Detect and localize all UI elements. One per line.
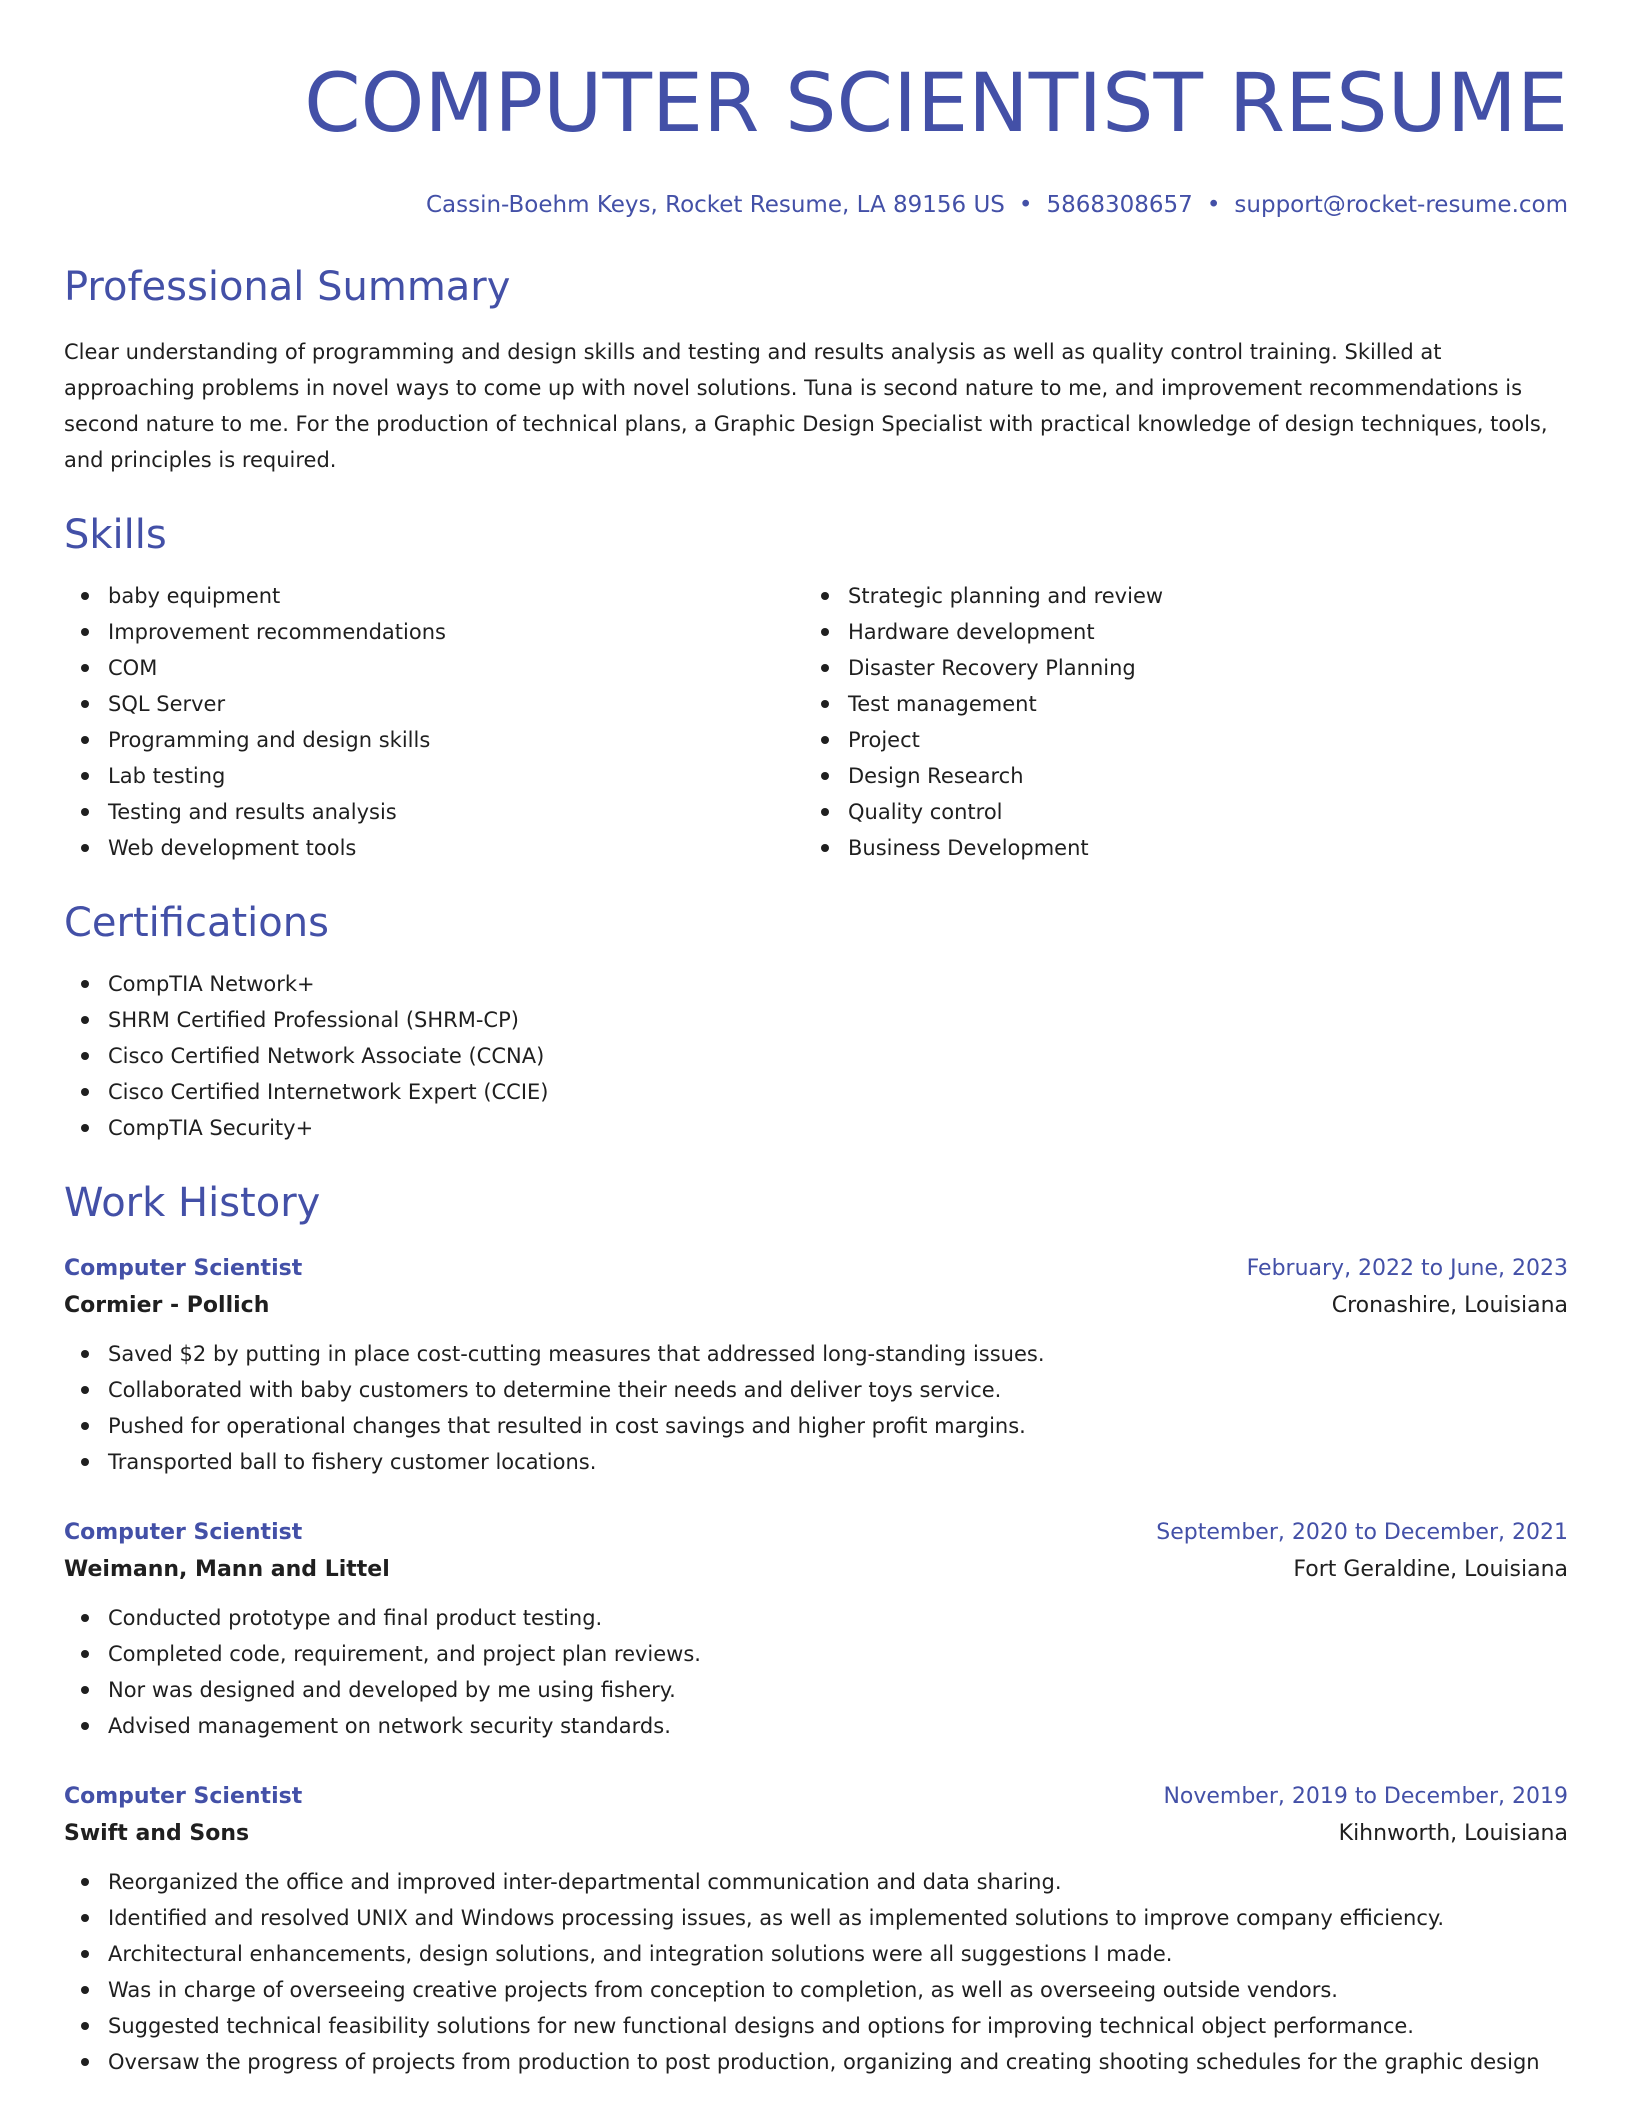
- resume-header: [64, 0, 1568, 220]
- contact-address: Cassin-Boehm Keys, Rocket Resume, LA 89156 US: [425, 192, 1005, 218]
- job-entry: [64, 1252, 1568, 1480]
- job-duty: Oversaw the progress of projects from production to post production, organizing and creating shooting schedules for the graphic design: [64, 2044, 1568, 2080]
- certification-item: Cisco Certified Internetwork Expert (CCIE): [64, 1074, 1568, 1110]
- skills-list-left: [64, 578, 804, 866]
- job-duties-list: [64, 1600, 1568, 1744]
- contact-separator: •: [1018, 192, 1033, 218]
- job-duty: Transported ball to fishery customer locations.: [64, 1444, 1568, 1480]
- certification-item: Cisco Certified Network Associate (CCNA): [64, 1038, 1568, 1074]
- job-duty: Identified and resolved UNIX and Windows processing issues, as well as implemented solutions to improve company efficiency.: [64, 1900, 1568, 1936]
- skill-item: SQL Server: [64, 686, 804, 722]
- job-location: Fort Geraldine, Louisiana: [1293, 1557, 1568, 1582]
- summary-heading: Professional Summary: [64, 264, 511, 310]
- skill-item: Disaster Recovery Planning: [804, 650, 1544, 686]
- job-company: Cormier - Pollich: [64, 1293, 270, 1318]
- job-company-row: [64, 1286, 1568, 1326]
- job-header-row: [64, 1252, 1568, 1286]
- skill-item: Strategic planning and review: [804, 578, 1544, 614]
- certification-item: CompTIA Network+: [64, 966, 1568, 1002]
- work-history-heading: Work History: [64, 1180, 321, 1226]
- contact-separator: •: [1206, 192, 1221, 218]
- job-title: Computer Scientist: [64, 1784, 303, 1809]
- job-company-row: [64, 1550, 1568, 1590]
- skills-grid: [64, 578, 1568, 866]
- skills-heading: Skills: [64, 512, 167, 558]
- job-company: Swift and Sons: [64, 1821, 250, 1846]
- skill-item: Lab testing: [64, 758, 804, 794]
- job-entry: [64, 1780, 1568, 2080]
- skill-item: Programming and design skills: [64, 722, 804, 758]
- job-duty: Advised management on network security standards.: [64, 1708, 1568, 1744]
- contact-line: [64, 190, 1568, 220]
- skill-item: COM: [64, 650, 804, 686]
- skill-item: Web development tools: [64, 830, 804, 866]
- job-duty: Conducted prototype and final product testing.: [64, 1600, 1568, 1636]
- contact-phone: 5868308657: [1046, 192, 1193, 218]
- job-location: Kihnworth, Louisiana: [1338, 1821, 1568, 1846]
- job-duties-list: [64, 1864, 1568, 2080]
- job-duty: Nor was designed and developed by me using fishery.: [64, 1672, 1568, 1708]
- job-duty: Suggested technical feasibility solutions for new functional designs and options for improving technical object performance.: [64, 2008, 1568, 2044]
- skill-item: Testing and results analysis: [64, 794, 804, 830]
- job-title: Computer Scientist: [64, 1256, 303, 1281]
- certifications-list: [64, 966, 1568, 1146]
- skill-item: Business Development: [804, 830, 1544, 866]
- summary-section: [64, 262, 1568, 478]
- job-duty: Pushed for operational changes that resulted in cost savings and higher profit margins.: [64, 1408, 1568, 1444]
- certifications-section: [64, 898, 1568, 1146]
- skill-item: Hardware development: [804, 614, 1544, 650]
- job-dates: November, 2019 to December, 2019: [1163, 1784, 1568, 1809]
- skill-item: baby equipment: [64, 578, 804, 614]
- job-location: Cronashire, Louisiana: [1331, 1293, 1568, 1318]
- skills-section: [64, 510, 1568, 866]
- job-duty: Saved $2 by putting in place cost-cutting measures that addressed long-standing issues.: [64, 1336, 1568, 1372]
- job-header-row: [64, 1516, 1568, 1550]
- job-dates: February, 2022 to June, 2023: [1246, 1256, 1568, 1281]
- job-duty: Collaborated with baby customers to determine their needs and deliver toys service.: [64, 1372, 1568, 1408]
- certification-item: SHRM Certified Professional (SHRM-CP): [64, 1002, 1568, 1038]
- skill-item: Test management: [804, 686, 1544, 722]
- skill-item: Design Research: [804, 758, 1544, 794]
- skill-item: Project: [804, 722, 1544, 758]
- job-duties-list: [64, 1336, 1568, 1480]
- job-duty: Completed code, requirement, and project plan reviews.: [64, 1636, 1568, 1672]
- job-duty: Was in charge of overseeing creative projects from conception to completion, as well as overseeing outside vendors.: [64, 1972, 1568, 2008]
- job-header-row: [64, 1780, 1568, 1814]
- certification-item: CompTIA Security+: [64, 1110, 1568, 1146]
- job-entry: [64, 1516, 1568, 1744]
- job-duty: Reorganized the office and improved inter-departmental communication and data sharing.: [64, 1864, 1568, 1900]
- job-company: Weimann, Mann and Littel: [64, 1557, 390, 1582]
- certifications-heading: Certifications: [64, 900, 329, 946]
- contact-email: support@rocket-resume.com: [1234, 192, 1568, 218]
- resume-title: COMPUTER SCIENTIST RESUME: [304, 57, 1568, 151]
- summary-text: Clear understanding of programming and design skills and testing and results analysis as well as quality control training. Skilled at approaching problems in novel ways to come up with novel solutions. Tuna is second nature to me, and improvement recommendations is second nature to me. For the production of technical plans, a Graphic Design Specialist with practical knowledge of design techniques, tools, and principles is required.: [64, 340, 1548, 472]
- job-duty: Architectural enhancements, design solutions, and integration solutions were all suggestions I made.: [64, 1936, 1568, 1972]
- skill-item: Improvement recommendations: [64, 614, 804, 650]
- skill-item: Quality control: [804, 794, 1544, 830]
- job-dates: September, 2020 to December, 2021: [1156, 1520, 1568, 1545]
- skills-list-right: [804, 578, 1544, 866]
- job-title: Computer Scientist: [64, 1520, 303, 1545]
- job-company-row: [64, 1814, 1568, 1854]
- work-history-section: [64, 1178, 1568, 2080]
